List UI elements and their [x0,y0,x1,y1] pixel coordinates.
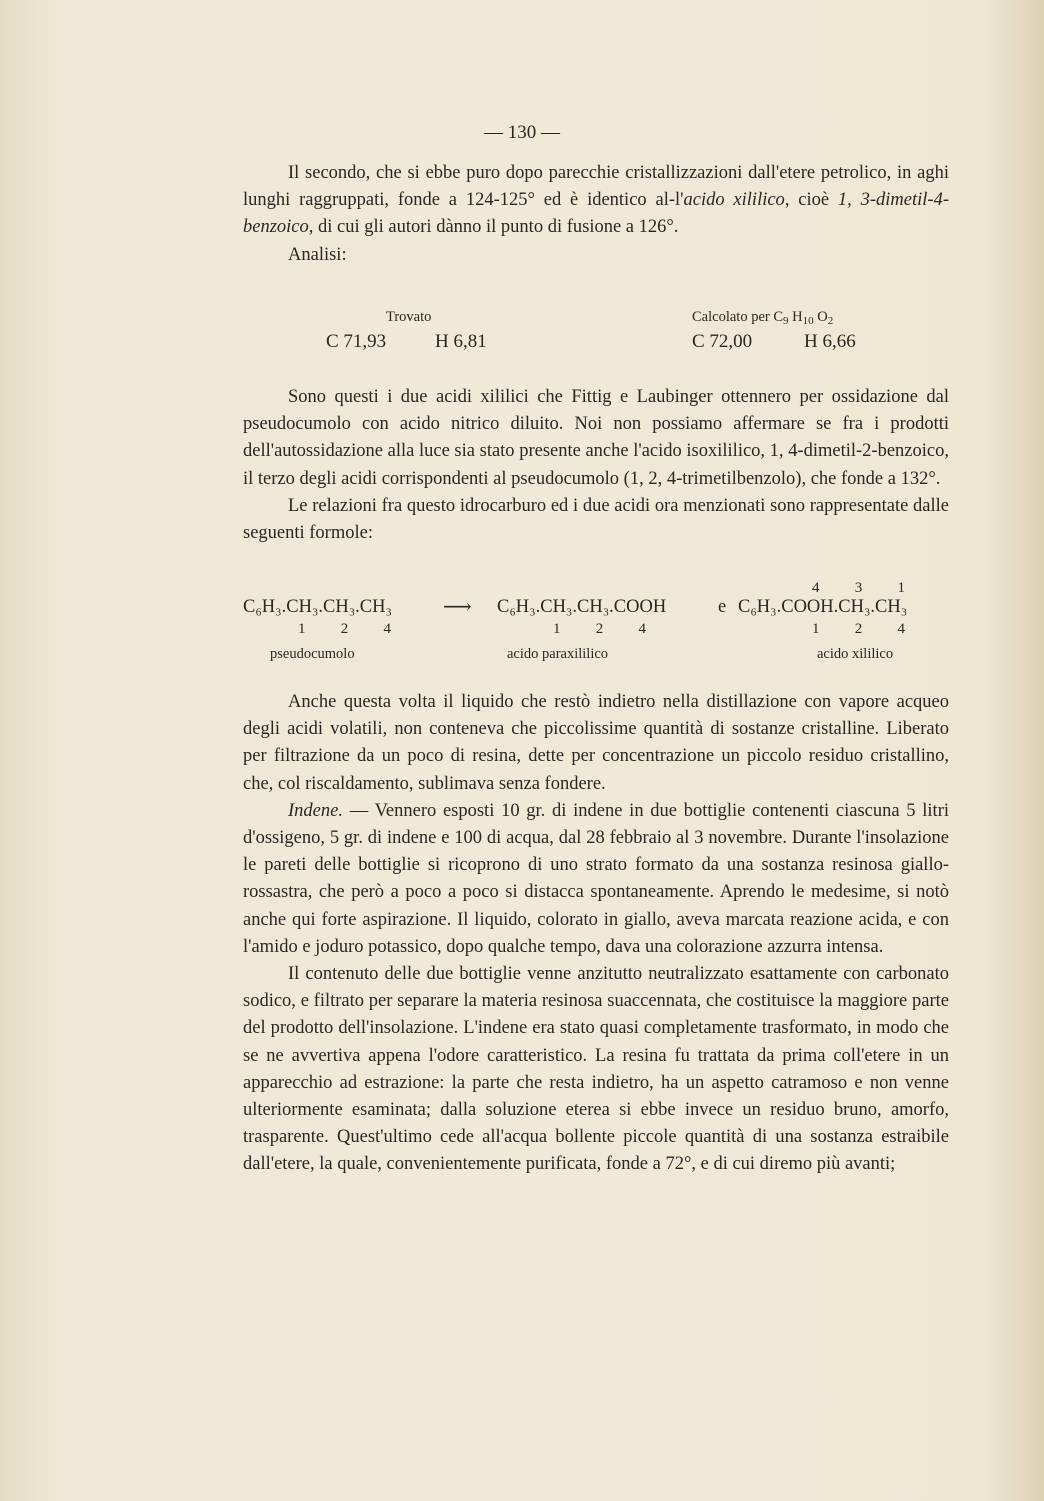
paragraph-6: Il contenuto delle due bottiglie venne anzitutto neutralizzato esattamente con carbonato sodico, e filtrato per separare la materia resinosa suaccennata, che costituisce la maggiore parte del prodotto dell'insolazione. L'indene era stato quasi completamente trasformato, in modo che se ne avvertiva appena l'odore caratteristico. La resina fu trattata da prima coll'etere in un apparecchio ad estrazione: la parte che resta indietro, ha un aspetto catramoso e non venne ulteriormente esaminata; dalla soluzione eterea si ebbe invece un residuo bruno, amorfo, trasparente. Quest'ultimo cede all'acqua bollente piccole quantità di una sostanza estraibile dall'etere, la quale, convenientemente purificata, fonde a 72°, e di cui diremo più avanti; [243,964,949,1175]
indene-heading: Indene. [288,800,343,821]
para1-italic-2: 1, 3-dimetil-4-benzoico [243,190,949,238]
formula-1: C₆H₃.CH₃.CH₃.CH₃ [243,597,392,617]
paragraph-5-text: — Vennero esposti 10 gr. di indene in due bottiglie contenenti ciascuna 5 litri d'ossigeno, 5 gr. di indene e 100 di acqua, dal 28 febbraio al 3 novembre. Durante l'insolazione le pareti delle bottiglie si ricoprono di uno strato formato da una sostanza resinosa giallo-rossastra, che però a poco a poco si distacca spontaneamente. Aprendo le medesime, si notò anche qui forte aspirazione. Il liquido, colorato in giallo, aveva marcata reazione acida, e con l'amido e joduro potassico, dopo qualche tempo, dava una colorazione azzurra intensa. [243,800,949,957]
formula-conj: e [718,597,727,617]
formula-1-name: pseudocumolo [270,646,355,662]
formula-3-numbers: 1 2 4 [812,621,905,637]
paragraph-1 [243,160,949,269]
paragraph-5 [243,798,949,961]
formula-2-numbers: 1 2 4 [553,621,646,637]
para1-suffix: , di cui gli autori dànno il punto di fusione a 126°. [308,217,679,238]
arrow-icon: ⟶ [443,596,472,618]
formula-3: C₆H₃.COOH.CH₃.CH₃ [738,597,908,617]
found-c: C 71,93 [326,331,387,352]
formula-top-numbers: 4 3 1 [812,580,905,596]
paragraph-4-6 [243,689,949,1179]
para1-prefix: l' [675,190,684,211]
para1-mid: , cioè [784,190,838,211]
found-label: Trovato [386,309,432,325]
found-h: H 6,81 [435,331,487,352]
para1-italic-1: acido xililico [683,190,785,211]
page-number: — 130 — [484,122,560,143]
formula-2: C₆H₃.CH₃.CH₃.COOH [497,597,667,617]
paragraph-3: Le relazioni fra questo idrocarburo ed i due acidi ora menzionati sono rappresentate dalle seguenti formole: [243,495,949,544]
formula-1-numbers: 1 2 4 [298,621,391,637]
calc-label: Calcolato per $C_9$ $H_{10}$ $O_2$ [692,309,834,327]
paragraph-2: Sono questi i due acidi xililici che Fittig e Laubinger ottennero per ossidazione dal pseudocumolo con acido nitrico diluito. Noi non possiamo affermare se fra i prodotti dell'autossidazione alla luce sia stato presente anche l'acido isoxililico, 1, 4-dimetil-2-benzoico, il terzo degli acidi corrispondenti al pseudocumolo (1, 2, 4-trimetilbenzolo), che fonde a 132°. [243,387,949,489]
paragraph-4: Anche questa volta il liquido che restò indietro nella distillazione con vapore acqueo degli acidi volatili, non conteneva che piccolissime quantità di sostanze cristalline. Liberato per filtrazione da un poco di resina, dette per concentrazione un piccolo residuo cristallino, che, col riscaldamento, sublimava senza fondere. [243,692,949,794]
formula-3-name: acido xililico [817,646,894,662]
para1-text: Il secondo, che si ebbe puro dopo parecchie cristallizzazioni dall'etere petrolico, in aghi lunghi raggruppati, fonde a 124-125° ed è identico al- [243,163,949,211]
paragraph-2-3 [243,384,949,547]
formula-2-name: acido paraxililico [507,646,609,662]
calc-c: C 72,00 [692,331,753,352]
analisi-label: Analisi: [288,244,347,265]
calc-h: H 6,66 [804,331,856,352]
